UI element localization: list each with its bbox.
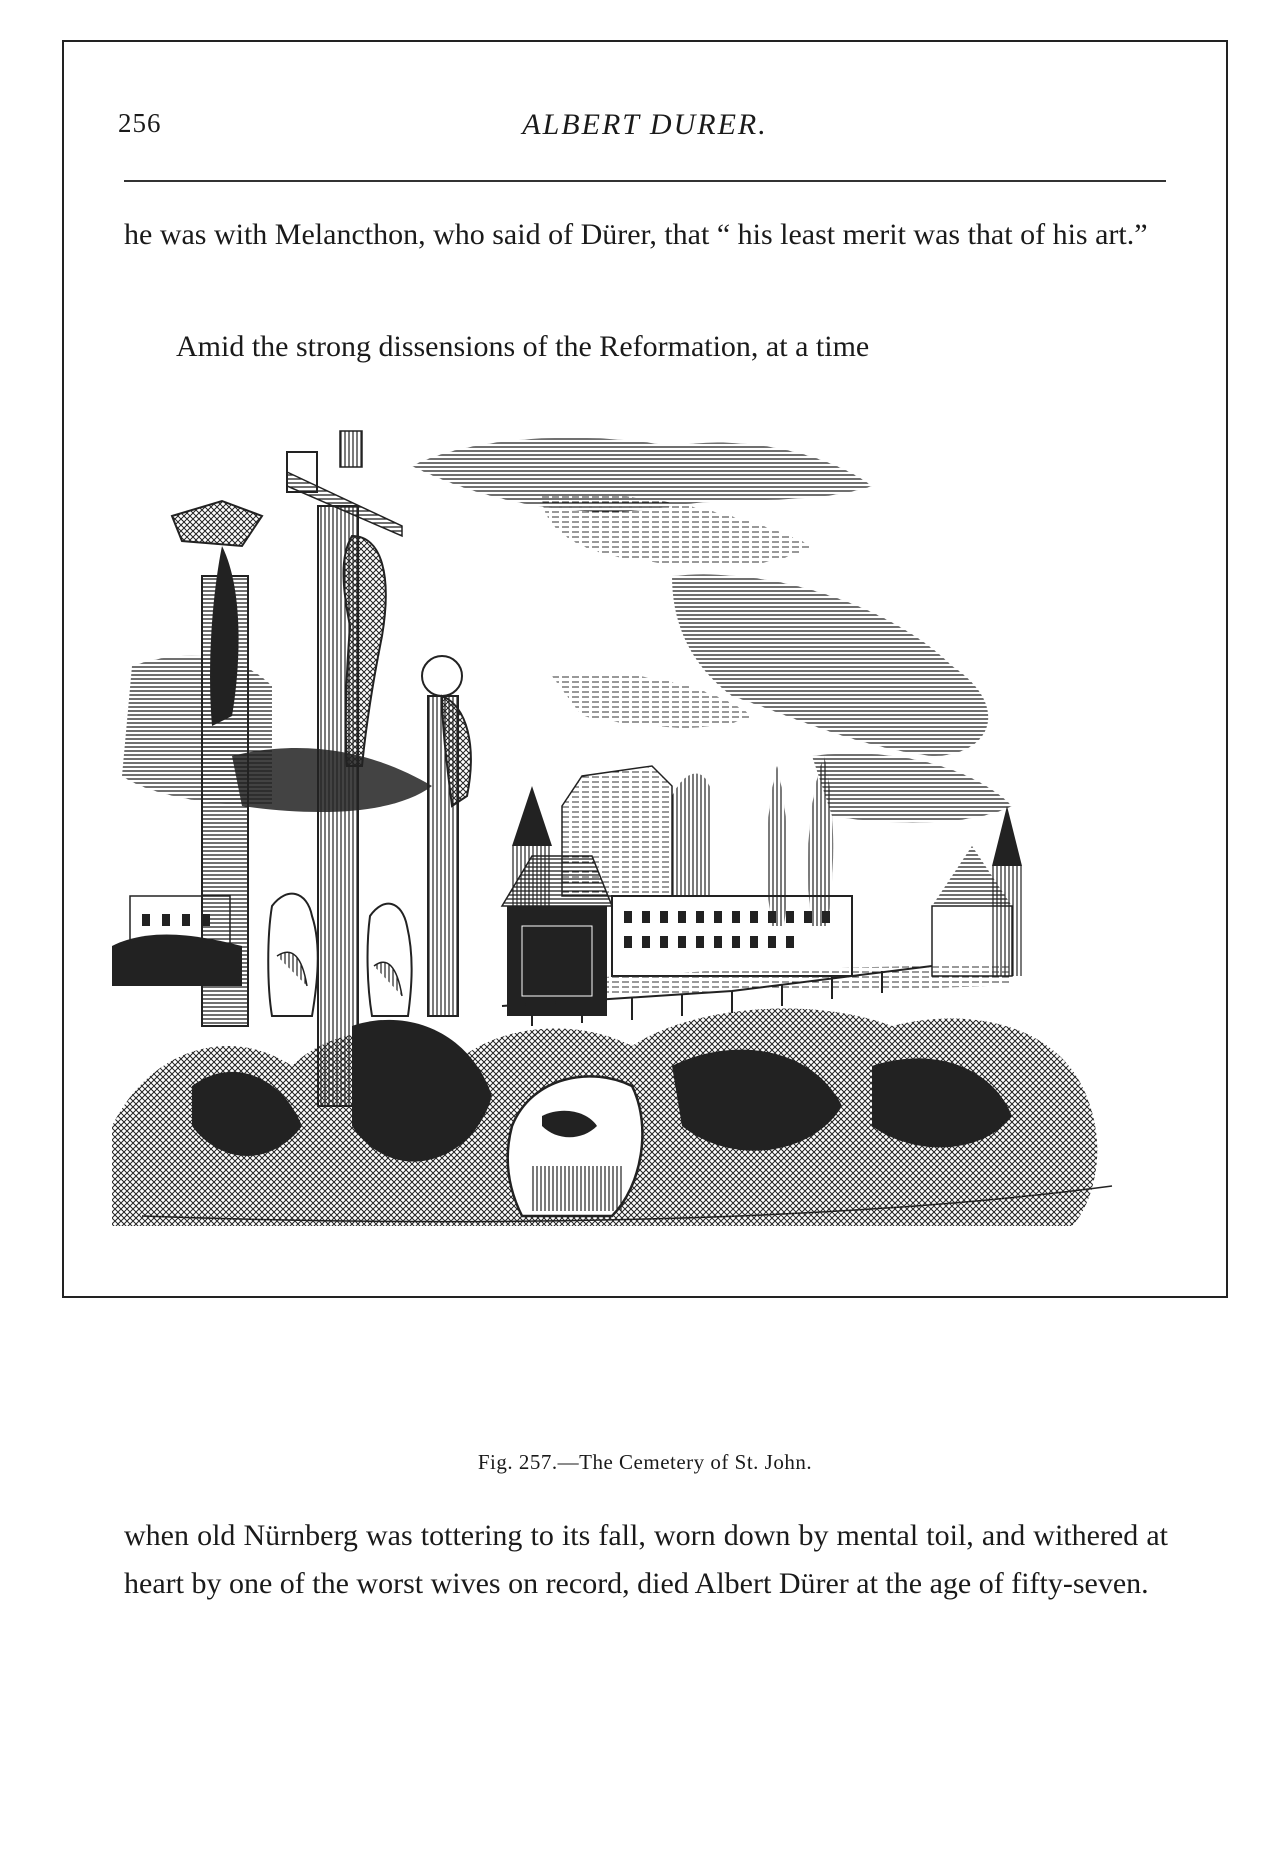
paragraph-2: Amid the strong dissensions of the Reformation, at a time [176, 330, 870, 363]
chapel [502, 856, 612, 1016]
page-number: 256 [118, 108, 162, 138]
cemetery-engraving [112, 426, 1188, 1416]
paragraph-3: when old Nürnberg was tottering to its fall, worn down by mental toil, and withered at heart by one of the worst wives on record, died Albert Dürer at the age of fifty-seven. [124, 1519, 1168, 1600]
paragraph-1: he was with Melancthon, who said of Dürer, that “ his least merit was that of his art.” [124, 218, 1148, 251]
calvary-crosses [172, 431, 471, 1106]
figure-caption: Fig. 257.—The Cemetery of St. John. [477, 1450, 813, 1474]
header-rule [124, 180, 1166, 182]
sky-clouds [122, 438, 1012, 823]
foreground-foliage [112, 1009, 1112, 1226]
running-head [62, 108, 1228, 148]
running-title: ALBERT DURER. [522, 108, 768, 141]
figure-illustration [112, 426, 1188, 1416]
